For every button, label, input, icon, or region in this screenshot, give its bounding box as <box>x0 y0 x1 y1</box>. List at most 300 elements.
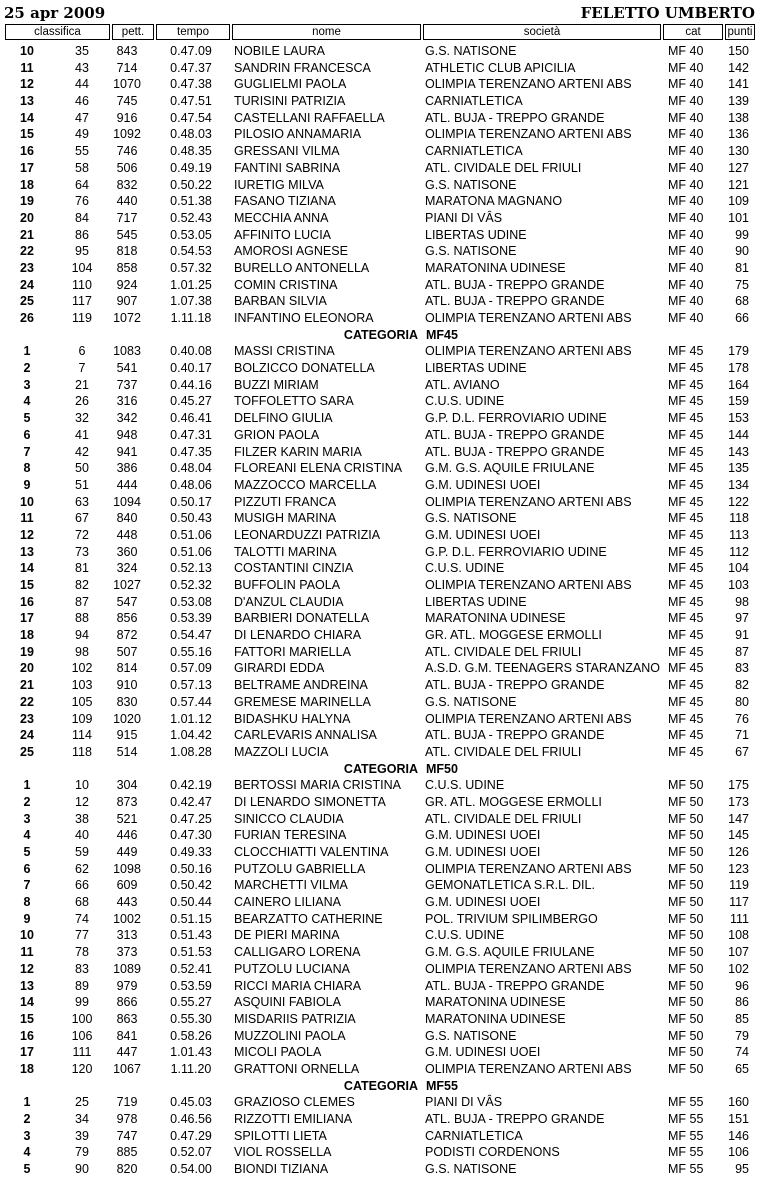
table-row <box>0 110 763 127</box>
rank-cell: 6 <box>23 427 31 442</box>
rank-cell: 13 <box>20 94 34 109</box>
rank-cell: 26 <box>20 311 34 325</box>
points-cell: 119 <box>729 878 749 893</box>
athlete-name-cell: MISDARIIS PATRIZIA <box>234 1011 356 1026</box>
points-cell: 74 <box>735 1045 749 1060</box>
points-cell: 160 <box>728 1095 749 1110</box>
time-cell: 0.47.51 <box>170 94 212 109</box>
athlete-name-cell: BARBIERI DONATELLA <box>234 611 370 626</box>
rank-cell: 24 <box>20 728 34 743</box>
points-cell: 103 <box>728 578 749 592</box>
category-cell: MF 45 <box>668 444 704 459</box>
position-cell: 49 <box>75 127 89 142</box>
time-cell: 1.08.28 <box>170 744 212 759</box>
position-cell: 83 <box>75 961 89 976</box>
points-cell: 153 <box>728 411 749 426</box>
club-cell: PIANI DI VÂS <box>425 1095 503 1110</box>
athlete-name-cell: BERTOSSI MARIA CRISTINA <box>234 778 401 793</box>
points-cell: 98 <box>735 594 749 609</box>
rank-cell: 5 <box>23 845 31 859</box>
rank-cell: 5 <box>23 1162 31 1177</box>
time-cell: 0.51.53 <box>170 945 212 960</box>
category-cell: MF 55 <box>668 1162 704 1177</box>
position-cell: 74 <box>75 911 89 926</box>
time-cell: 0.47.31 <box>170 427 212 442</box>
rank-cell: 13 <box>20 978 34 993</box>
table-row <box>0 360 763 377</box>
club-cell: PIANI DI VÂS <box>425 210 503 225</box>
club-cell: G.S. NATISONE <box>425 694 517 709</box>
bib-number-cell: 818 <box>116 244 138 259</box>
club-cell: G.P. D.L. FERROVIARIO UDINE <box>425 411 607 426</box>
position-cell: 90 <box>75 1162 89 1177</box>
category-cell: MF 55 <box>668 1128 704 1143</box>
category-cell: MF 45 <box>668 661 704 676</box>
bib-number-cell: 978 <box>116 1112 138 1126</box>
bib-number-cell: 872 <box>116 628 138 643</box>
table-row <box>0 944 763 961</box>
points-cell: 90 <box>735 244 749 259</box>
position-cell: 41 <box>75 427 89 442</box>
rank-cell: 14 <box>20 110 34 125</box>
athlete-name-cell: NOBILE LAURA <box>234 44 326 58</box>
time-cell: 1.01.25 <box>170 277 212 292</box>
category-cell: MF 40 <box>668 210 704 225</box>
table-row <box>0 477 763 494</box>
athlete-name-cell: FILZER KARIN MARIA <box>234 444 362 459</box>
category-cell: MF 45 <box>668 361 704 376</box>
points-cell: 146 <box>728 1128 749 1143</box>
time-cell: 0.51.43 <box>170 928 212 943</box>
time-cell: 0.48.06 <box>170 477 212 492</box>
club-cell: G.S. NATISONE <box>425 1162 517 1177</box>
category-cell: MF 50 <box>668 1045 704 1060</box>
club-cell: GEMONATLETICA S.R.L. DIL. <box>425 878 595 893</box>
position-cell: 42 <box>75 444 89 459</box>
athlete-name-cell: PUTZOLU LUCIANA <box>234 961 350 976</box>
position-cell: 89 <box>75 978 89 993</box>
bib-number-cell: 863 <box>116 1011 138 1026</box>
rank-cell: 14 <box>20 995 34 1010</box>
position-cell: 94 <box>75 628 89 643</box>
time-cell: 0.52.07 <box>170 1145 212 1160</box>
athlete-name-cell: GREMESE MARINELLA <box>234 694 371 709</box>
time-cell: 0.42.47 <box>170 794 212 809</box>
position-cell: 64 <box>75 177 89 192</box>
rank-cell: 9 <box>23 911 31 926</box>
athlete-name-cell: BURELLO ANTONELLA <box>234 260 370 275</box>
rank-cell: 2 <box>23 794 31 809</box>
position-cell: 51 <box>75 477 89 492</box>
bib-number-cell: 941 <box>116 444 138 459</box>
category-cell: MF 40 <box>668 160 704 175</box>
club-cell: GR. ATL. MOGGESE ERMOLLI <box>425 794 602 809</box>
table-row <box>0 861 763 878</box>
athlete-name-cell: LEONARDUZZI PATRIZIA <box>234 527 381 542</box>
position-cell: 100 <box>71 1011 93 1026</box>
athlete-name-cell: BUZZI MIRIAM <box>234 377 319 392</box>
time-cell: 0.51.15 <box>170 911 212 926</box>
club-cell: LIBERTAS UDINE <box>425 361 527 376</box>
time-cell: 1.11.20 <box>170 1061 212 1076</box>
bib-number-cell: 1094 <box>113 494 141 509</box>
category-cell: MF 45 <box>668 628 704 643</box>
bib-number-cell: 858 <box>116 260 138 275</box>
time-cell: 0.50.44 <box>170 895 212 910</box>
rank-cell: 12 <box>20 527 34 542</box>
time-cell: 0.50.42 <box>170 878 212 893</box>
bib-number-cell: 545 <box>116 227 138 242</box>
time-cell: 0.53.08 <box>170 594 212 609</box>
points-cell: 113 <box>729 527 749 542</box>
points-cell: 99 <box>735 227 749 242</box>
bib-number-cell: 747 <box>116 1128 138 1143</box>
bib-number-cell: 1098 <box>113 861 141 876</box>
bib-number-cell: 714 <box>116 60 138 75</box>
rank-cell: 10 <box>20 44 34 58</box>
table-row <box>0 43 763 60</box>
table-row <box>0 660 763 677</box>
points-cell: 95 <box>735 1162 749 1177</box>
athlete-name-cell: MUSIGH MARINA <box>234 511 337 526</box>
rank-cell: 18 <box>20 1061 34 1076</box>
club-cell: OLIMPIA TERENZANO ARTENI ABS <box>425 494 632 509</box>
athlete-name-cell: TOFFOLETTO SARA <box>234 394 354 409</box>
category-cell: MF 45 <box>668 694 704 709</box>
athlete-name-cell: DI LENARDO CHIARA <box>234 628 362 643</box>
club-cell: ATL. BUJA - TREPPO GRANDE <box>425 277 605 292</box>
club-cell: C.U.S. UDINE <box>425 928 505 943</box>
points-cell: 97 <box>735 611 749 626</box>
club-cell: MARATONA MAGNANO <box>425 194 563 209</box>
points-cell: 82 <box>735 678 749 693</box>
time-cell: 0.50.16 <box>170 861 212 876</box>
table-row <box>0 227 763 244</box>
position-cell: 117 <box>72 294 92 309</box>
time-cell: 0.50.43 <box>170 511 212 526</box>
rank-cell: 19 <box>20 194 34 209</box>
points-cell: 159 <box>728 394 749 409</box>
bib-number-cell: 873 <box>116 794 138 809</box>
category-cell: MF 45 <box>668 527 704 542</box>
bib-number-cell: 446 <box>116 828 138 843</box>
category-cell: MF 50 <box>668 928 704 943</box>
rank-cell: 1 <box>23 1095 31 1110</box>
table-row <box>0 777 763 794</box>
category-cell: MF 40 <box>668 77 704 92</box>
time-cell: 0.52.43 <box>170 210 212 225</box>
rank-cell: 4 <box>23 828 31 843</box>
athlete-name-cell: FANTINI SABRINA <box>234 160 341 175</box>
club-cell: ATL. CIVIDALE DEL FRIULI <box>425 744 582 759</box>
position-cell: 12 <box>75 794 89 809</box>
rank-cell: 22 <box>20 244 34 259</box>
club-cell: PODISTI CORDENONS <box>425 1145 560 1160</box>
bib-number-cell: 840 <box>116 511 138 526</box>
bib-number-cell: 885 <box>116 1145 138 1160</box>
athlete-name-cell: MAZZOLI LUCIA <box>234 744 329 759</box>
bib-number-cell: 856 <box>116 611 138 626</box>
athlete-name-cell: GRION PAOLA <box>234 427 320 442</box>
athlete-name-cell: COMIN CRISTINA <box>234 277 338 292</box>
position-cell: 59 <box>75 845 89 859</box>
category-cell: MF 50 <box>668 961 704 976</box>
athlete-name-cell: GRAZIOSO CLEMES <box>234 1095 355 1110</box>
rank-cell: 3 <box>23 811 31 826</box>
time-cell: 0.47.09 <box>170 44 212 58</box>
club-cell: A.S.D. G.M. TEENAGERS STARANZANO <box>425 661 660 676</box>
points-cell: 130 <box>728 144 749 159</box>
position-cell: 62 <box>75 861 89 876</box>
position-cell: 88 <box>75 611 89 626</box>
bib-number-cell: 745 <box>116 94 138 109</box>
rank-cell: 6 <box>23 861 31 876</box>
athlete-name-cell: INFANTINO ELEONORA <box>234 311 374 325</box>
position-cell: 86 <box>75 227 89 242</box>
club-cell: G.M. UDINESI UOEI <box>425 1045 541 1060</box>
table-row <box>0 744 763 761</box>
category-cell: MF 40 <box>668 227 704 242</box>
points-cell: 150 <box>728 44 749 58</box>
club-cell: OLIMPIA TERENZANO ARTENI ABS <box>425 311 632 325</box>
athlete-name-cell: MECCHIA ANNA <box>234 210 329 225</box>
athlete-name-cell: BEARZATTO CATHERINE <box>234 911 383 926</box>
table-row <box>0 594 763 611</box>
category-cell: MF 55 <box>668 1112 704 1126</box>
club-cell: ATL. CIVIDALE DEL FRIULI <box>425 811 582 826</box>
athlete-name-cell: PIZZUTI FRANCA <box>234 494 337 509</box>
bib-number-cell: 316 <box>116 394 138 409</box>
points-cell: 65 <box>735 1061 749 1076</box>
club-cell: G.P. D.L. FERROVIARIO UDINE <box>425 544 607 559</box>
athlete-name-cell: RIZZOTTI EMILIANA <box>234 1112 353 1126</box>
col-header-nome: nome <box>232 24 421 40</box>
time-cell: 0.51.06 <box>170 544 212 559</box>
athlete-name-cell: CALLIGARO LORENA <box>234 945 361 960</box>
position-cell: 44 <box>75 77 89 92</box>
time-cell: 1.04.42 <box>170 728 212 743</box>
rank-cell: 11 <box>20 60 34 75</box>
points-cell: 86 <box>735 995 749 1010</box>
club-cell: OLIMPIA TERENZANO ARTENI ABS <box>425 77 632 92</box>
position-cell: 40 <box>75 828 89 843</box>
table-row <box>0 527 763 544</box>
athlete-name-cell: FASANO TIZIANA <box>234 194 336 209</box>
category-cell: MF 45 <box>668 544 704 559</box>
club-cell: OLIMPIA TERENZANO ARTENI ABS <box>425 578 632 592</box>
category-cell: MF 40 <box>668 194 704 209</box>
category-cell: MF 50 <box>668 878 704 893</box>
time-cell: 0.40.08 <box>170 344 212 359</box>
table-row <box>0 260 763 277</box>
position-cell: 82 <box>75 578 89 592</box>
position-cell: 98 <box>75 644 89 659</box>
bib-number-cell: 1072 <box>113 311 141 325</box>
bib-number-cell: 924 <box>116 277 138 292</box>
time-cell: 1.01.43 <box>170 1045 212 1060</box>
category-cell: MF 45 <box>668 611 704 626</box>
bib-number-cell: 547 <box>116 594 138 609</box>
bib-number-cell: 979 <box>116 978 138 993</box>
table-row <box>0 293 763 310</box>
position-cell: 84 <box>75 210 89 225</box>
table-row <box>0 627 763 644</box>
club-cell: G.M. G.S. AQUILE FRIULANE <box>425 945 595 960</box>
category-cell: MF 40 <box>668 244 704 259</box>
time-cell: 0.46.41 <box>170 411 212 426</box>
points-cell: 121 <box>728 177 749 192</box>
club-cell: ATL. BUJA - TREPPO GRANDE <box>425 110 605 125</box>
column-header-bar <box>5 24 755 40</box>
athlete-name-cell: AFFINITO LUCIA <box>234 227 332 242</box>
rank-cell: 20 <box>20 661 34 676</box>
position-cell: 104 <box>71 260 93 275</box>
category-cell: MF 50 <box>668 995 704 1010</box>
time-cell: 0.57.09 <box>170 661 212 676</box>
time-cell: 0.48.35 <box>170 144 212 159</box>
athlete-name-cell: BELTRAME ANDREINA <box>234 678 368 693</box>
table-row <box>0 60 763 77</box>
position-cell: 21 <box>75 377 89 392</box>
category-cell: MF 55 <box>668 1095 704 1110</box>
athlete-name-cell: D'ANZUL CLAUDIA <box>234 594 344 609</box>
col-header-tempo: tempo <box>156 24 230 40</box>
category-cell: MF 40 <box>668 277 704 292</box>
rank-cell: 17 <box>20 611 34 626</box>
club-cell: CARNIATLETICA <box>425 144 523 159</box>
club-cell: G.S. NATISONE <box>425 244 517 259</box>
bib-number-cell: 1002 <box>113 911 141 926</box>
points-cell: 71 <box>735 728 749 743</box>
athlete-name-cell: TURISINI PATRIZIA <box>234 94 346 109</box>
table-row <box>0 93 763 110</box>
bib-number-cell: 386 <box>116 461 138 476</box>
rank-cell: 4 <box>23 394 31 409</box>
bib-number-cell: 313 <box>116 928 138 943</box>
table-row <box>0 510 763 527</box>
rank-cell: 9 <box>23 477 31 492</box>
table-row <box>0 343 763 360</box>
time-cell: 0.44.16 <box>170 377 212 392</box>
athlete-name-cell: PUTZOLU GABRIELLA <box>234 861 366 876</box>
bib-number-cell: 373 <box>116 945 138 960</box>
rank-cell: 22 <box>20 694 34 709</box>
table-row <box>0 193 763 210</box>
bib-number-cell: 746 <box>116 144 138 159</box>
club-cell: G.S. NATISONE <box>425 44 517 58</box>
athlete-name-cell: AMOROSI AGNESE <box>234 244 348 259</box>
bib-number-cell: 907 <box>116 294 138 309</box>
points-cell: 143 <box>728 444 749 459</box>
athlete-name-cell: DI LENARDO SIMONETTA <box>234 794 386 809</box>
category-heading-label: CATEGORIA <box>343 1078 418 1093</box>
position-cell: 73 <box>75 544 89 559</box>
time-cell: 0.54.47 <box>170 628 212 643</box>
position-cell: 34 <box>75 1112 89 1126</box>
rank-cell: 1 <box>23 778 31 793</box>
club-cell: CARNIATLETICA <box>425 1128 523 1143</box>
category-heading <box>0 761 763 778</box>
rank-cell: 3 <box>23 377 31 392</box>
bib-number-cell: 447 <box>116 1045 138 1060</box>
points-cell: 144 <box>728 427 749 442</box>
time-cell: 1.11.18 <box>170 311 212 325</box>
club-cell: MARATONINA UDINESE <box>425 1011 566 1026</box>
points-cell: 178 <box>728 361 749 376</box>
category-cell: MF 40 <box>668 177 704 192</box>
points-cell: 91 <box>735 628 749 643</box>
category-cell: MF 40 <box>668 127 704 142</box>
time-cell: 0.49.33 <box>170 845 212 859</box>
athlete-name-cell: CARLEVARIS ANNALISA <box>234 728 377 743</box>
club-cell: ATL. CIVIDALE DEL FRIULI <box>425 160 582 175</box>
athlete-name-cell: COSTANTINI CINZIA <box>234 561 354 576</box>
club-cell: ATL. BUJA - TREPPO GRANDE <box>425 444 605 459</box>
athlete-name-cell: FURIAN TERESINA <box>234 828 347 843</box>
position-cell: 119 <box>72 311 92 325</box>
bib-number-cell: 830 <box>116 694 138 709</box>
points-cell: 117 <box>729 895 749 910</box>
category-cell: MF 40 <box>668 144 704 159</box>
bib-number-cell: 449 <box>116 845 138 859</box>
bib-number-cell: 719 <box>116 1095 138 1110</box>
bib-number-cell: 1070 <box>113 77 141 92</box>
time-cell: 0.40.17 <box>170 361 212 376</box>
position-cell: 76 <box>75 194 89 209</box>
time-cell: 0.48.04 <box>170 461 212 476</box>
athlete-name-cell: VIOL ROSSELLA <box>234 1145 332 1160</box>
points-cell: 136 <box>728 127 749 142</box>
bib-number-cell: 1067 <box>113 1061 141 1076</box>
table-row <box>0 711 763 728</box>
table-row <box>0 994 763 1011</box>
club-cell: C.U.S. UDINE <box>425 394 505 409</box>
points-cell: 126 <box>728 845 749 859</box>
table-row <box>0 1161 763 1178</box>
position-cell: 39 <box>75 1128 89 1143</box>
position-cell: 99 <box>75 995 89 1010</box>
category-cell: MF 50 <box>668 811 704 826</box>
points-cell: 109 <box>728 194 749 209</box>
position-cell: 25 <box>75 1095 89 1110</box>
position-cell: 10 <box>75 778 89 793</box>
bib-number-cell: 324 <box>116 561 138 576</box>
rank-cell: 15 <box>20 1011 34 1026</box>
athlete-name-cell: SPILOTTI LIETA <box>234 1128 327 1143</box>
category-cell: MF 40 <box>668 60 704 75</box>
time-cell: 0.45.27 <box>170 394 212 409</box>
points-cell: 112 <box>729 544 749 559</box>
report-date: 25 apr 2009 <box>4 4 106 22</box>
time-cell: 0.55.16 <box>170 644 212 659</box>
club-cell: G.S. NATISONE <box>425 177 517 192</box>
athlete-name-cell: MAZZOCCO MARCELLA <box>234 477 377 492</box>
category-cell: MF 45 <box>668 678 704 693</box>
time-cell: 0.57.44 <box>170 694 212 709</box>
category-cell: MF 45 <box>668 494 704 509</box>
table-row <box>0 1128 763 1145</box>
bib-number-cell: 541 <box>116 361 138 376</box>
position-cell: 50 <box>75 461 89 476</box>
category-cell: MF 50 <box>668 861 704 876</box>
rank-cell: 15 <box>20 578 34 592</box>
points-cell: 138 <box>728 110 749 125</box>
athlete-name-cell: MASSI CRISTINA <box>234 344 335 359</box>
bib-number-cell: 507 <box>116 644 138 659</box>
club-cell: OLIMPIA TERENZANO ARTENI ABS <box>425 344 632 359</box>
points-cell: 68 <box>735 294 749 309</box>
table-row <box>0 694 763 711</box>
